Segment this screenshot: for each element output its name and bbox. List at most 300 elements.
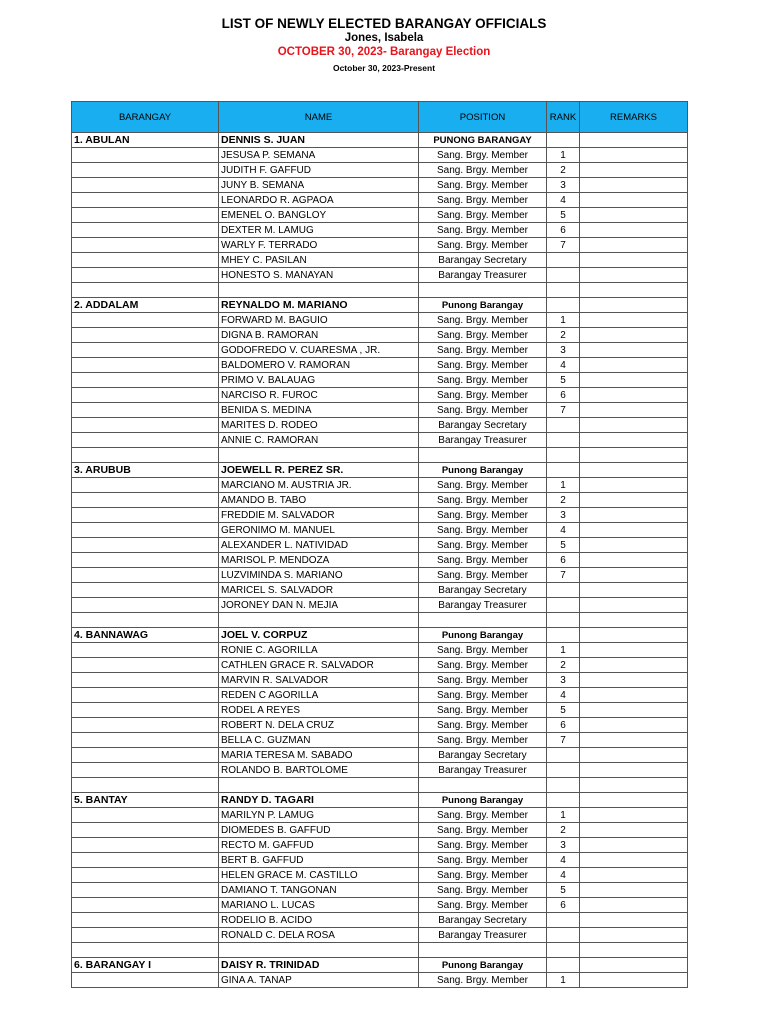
- position-cell: Sang. Brgy. Member: [419, 553, 547, 568]
- table-row: [72, 673, 688, 688]
- spacer-row: [72, 448, 688, 463]
- table-row: [72, 658, 688, 673]
- position-cell: Barangay Treasurer: [419, 928, 547, 943]
- position-cell: Sang. Brgy. Member: [419, 403, 547, 418]
- remarks-cell: [580, 313, 688, 328]
- official-name-cell: JOEL V. CORPUZ: [219, 628, 419, 643]
- official-name-cell: BELLA C. GUZMAN: [219, 733, 419, 748]
- rank-cell: 3: [547, 508, 580, 523]
- table-row: [72, 238, 688, 253]
- barangay-cell: [72, 973, 219, 988]
- rank-cell: 6: [547, 718, 580, 733]
- remarks-cell: [580, 328, 688, 343]
- position-cell: Sang. Brgy. Member: [419, 388, 547, 403]
- rank-cell: [547, 763, 580, 778]
- official-name-cell: MARITES D. RODEO: [219, 418, 419, 433]
- remarks-cell: [580, 838, 688, 853]
- table-row: [72, 748, 688, 763]
- rank-cell: [547, 628, 580, 643]
- rank-cell: [547, 253, 580, 268]
- position-cell: Sang. Brgy. Member: [419, 733, 547, 748]
- position-cell: Punong Barangay: [419, 628, 547, 643]
- rank-cell: 5: [547, 208, 580, 223]
- position-cell: Sang. Brgy. Member: [419, 523, 547, 538]
- remarks-cell: [580, 508, 688, 523]
- table-row: [72, 433, 688, 448]
- remarks-cell: [580, 718, 688, 733]
- position-cell: Sang. Brgy. Member: [419, 328, 547, 343]
- remarks-cell: [580, 658, 688, 673]
- barangay-cell: [72, 748, 219, 763]
- remarks-cell: [580, 148, 688, 163]
- rank-cell: 4: [547, 523, 580, 538]
- official-name-cell: RODEL A REYES: [219, 703, 419, 718]
- rank-cell: [547, 598, 580, 613]
- remarks-cell: [580, 298, 688, 313]
- official-name-cell: MARICEL S. SALVADOR: [219, 583, 419, 598]
- position-cell: Barangay Treasurer: [419, 598, 547, 613]
- position-cell: Sang. Brgy. Member: [419, 223, 547, 238]
- table-row: [72, 628, 688, 643]
- empty-cell: [419, 283, 547, 298]
- barangay-cell: [72, 733, 219, 748]
- rank-cell: 2: [547, 328, 580, 343]
- position-cell: Sang. Brgy. Member: [419, 853, 547, 868]
- barangay-cell: [72, 688, 219, 703]
- official-name-cell: CATHLEN GRACE R. SALVADOR: [219, 658, 419, 673]
- table-row: [72, 418, 688, 433]
- remarks-cell: [580, 688, 688, 703]
- official-name-cell: RODELIO B. ACIDO: [219, 913, 419, 928]
- rank-cell: 7: [547, 733, 580, 748]
- position-cell: Sang. Brgy. Member: [419, 538, 547, 553]
- rank-cell: 1: [547, 478, 580, 493]
- remarks-cell: [580, 898, 688, 913]
- remarks-cell: [580, 523, 688, 538]
- table-row: [72, 583, 688, 598]
- empty-cell: [580, 283, 688, 298]
- official-name-cell: LEONARDO R. AGPAOA: [219, 193, 419, 208]
- barangay-cell: [72, 343, 219, 358]
- position-cell: Sang. Brgy. Member: [419, 178, 547, 193]
- remarks-cell: [580, 703, 688, 718]
- barangay-cell: [72, 223, 219, 238]
- table-row: [72, 313, 688, 328]
- table-row: [72, 223, 688, 238]
- rank-cell: 1: [547, 313, 580, 328]
- officials-table-body: [72, 133, 688, 988]
- table-row: [72, 553, 688, 568]
- remarks-cell: [580, 373, 688, 388]
- table-row: [72, 688, 688, 703]
- officials-table: [71, 101, 688, 988]
- term-label: October 30, 2023-Present: [332, 63, 436, 73]
- position-cell: Punong Barangay: [419, 463, 547, 478]
- barangay-cell: [72, 268, 219, 283]
- barangay-cell: [72, 148, 219, 163]
- official-name-cell: JESUSA P. SEMANA: [219, 148, 419, 163]
- rank-cell: [547, 583, 580, 598]
- table-row: [72, 148, 688, 163]
- official-name-cell: JOEWELL R. PEREZ SR.: [219, 463, 419, 478]
- barangay-cell: 4. BANNAWAG: [72, 628, 219, 643]
- official-name-cell: MARVIN R. SALVADOR: [219, 673, 419, 688]
- barangay-cell: [72, 238, 219, 253]
- table-row: [72, 733, 688, 748]
- remarks-cell: [580, 418, 688, 433]
- position-cell: Sang. Brgy. Member: [419, 193, 547, 208]
- barangay-cell: 3. ARUBUB: [72, 463, 219, 478]
- empty-cell: [547, 613, 580, 628]
- official-name-cell: ANNIE C. RAMORAN: [219, 433, 419, 448]
- barangay-cell: [72, 178, 219, 193]
- table-row: [72, 958, 688, 973]
- rank-cell: 5: [547, 538, 580, 553]
- barangay-cell: [72, 328, 219, 343]
- rank-cell: 1: [547, 148, 580, 163]
- barangay-cell: [72, 163, 219, 178]
- position-cell: Sang. Brgy. Member: [419, 883, 547, 898]
- barangay-cell: [72, 568, 219, 583]
- remarks-cell: [580, 748, 688, 763]
- table-row: [72, 208, 688, 223]
- position-cell: Barangay Secretary: [419, 913, 547, 928]
- position-cell: Sang. Brgy. Member: [419, 238, 547, 253]
- rank-cell: 3: [547, 178, 580, 193]
- official-name-cell: DIOMEDES B. GAFFUD: [219, 823, 419, 838]
- table-row: [72, 163, 688, 178]
- table-row: [72, 808, 688, 823]
- remarks-cell: [580, 478, 688, 493]
- position-cell: Sang. Brgy. Member: [419, 658, 547, 673]
- empty-cell: [72, 448, 219, 463]
- barangay-cell: [72, 928, 219, 943]
- position-cell: Sang. Brgy. Member: [419, 208, 547, 223]
- position-cell: Barangay Treasurer: [419, 433, 547, 448]
- rank-cell: [547, 418, 580, 433]
- barangay-cell: [72, 703, 219, 718]
- empty-cell: [580, 613, 688, 628]
- table-row: [72, 823, 688, 838]
- position-cell: Sang. Brgy. Member: [419, 898, 547, 913]
- rank-cell: 6: [547, 388, 580, 403]
- barangay-cell: 5. BANTAY: [72, 793, 219, 808]
- remarks-cell: [580, 133, 688, 148]
- remarks-cell: [580, 583, 688, 598]
- official-name-cell: ROLANDO B. BARTOLOME: [219, 763, 419, 778]
- empty-cell: [547, 283, 580, 298]
- official-name-cell: RANDY D. TAGARI: [219, 793, 419, 808]
- empty-cell: [419, 448, 547, 463]
- barangay-cell: [72, 718, 219, 733]
- official-name-cell: REDEN C AGORILLA: [219, 688, 419, 703]
- table-row: [72, 373, 688, 388]
- official-name-cell: AMANDO B. TABO: [219, 493, 419, 508]
- table-row: [72, 328, 688, 343]
- position-cell: Sang. Brgy. Member: [419, 718, 547, 733]
- official-name-cell: EMENEL O. BANGLOY: [219, 208, 419, 223]
- remarks-cell: [580, 808, 688, 823]
- position-cell: Sang. Brgy. Member: [419, 643, 547, 658]
- table-row: [72, 388, 688, 403]
- official-name-cell: BALDOMERO V. RAMORAN: [219, 358, 419, 373]
- empty-cell: [580, 448, 688, 463]
- official-name-cell: HELEN GRACE M. CASTILLO: [219, 868, 419, 883]
- barangay-cell: 2. ADDALAM: [72, 298, 219, 313]
- spacer-row: [72, 943, 688, 958]
- barangay-cell: 1. ABULAN: [72, 133, 219, 148]
- position-cell: Sang. Brgy. Member: [419, 703, 547, 718]
- remarks-cell: [580, 553, 688, 568]
- official-name-cell: JUNY B. SEMANA: [219, 178, 419, 193]
- official-name-cell: BERT B. GAFFUD: [219, 853, 419, 868]
- remarks-cell: [580, 853, 688, 868]
- barangay-cell: [72, 523, 219, 538]
- election-label: OCTOBER 30, 2023- Barangay Election: [277, 46, 491, 58]
- official-name-cell: ALEXANDER L. NATIVIDAD: [219, 538, 419, 553]
- empty-cell: [580, 778, 688, 793]
- rank-cell: 4: [547, 853, 580, 868]
- rank-cell: 2: [547, 823, 580, 838]
- empty-cell: [72, 778, 219, 793]
- empty-cell: [219, 943, 419, 958]
- barangay-cell: [72, 508, 219, 523]
- table-row: [72, 913, 688, 928]
- remarks-cell: [580, 568, 688, 583]
- table-row: [72, 973, 688, 988]
- remarks-cell: [580, 643, 688, 658]
- barangay-cell: [72, 388, 219, 403]
- position-cell: Sang. Brgy. Member: [419, 973, 547, 988]
- position-cell: Sang. Brgy. Member: [419, 148, 547, 163]
- barangay-cell: [72, 763, 219, 778]
- rank-cell: 5: [547, 883, 580, 898]
- column-header-rank: RANK: [547, 102, 580, 133]
- remarks-cell: [580, 673, 688, 688]
- remarks-cell: [580, 958, 688, 973]
- barangay-cell: [72, 493, 219, 508]
- table-row: [72, 253, 688, 268]
- rank-cell: [547, 268, 580, 283]
- official-name-cell: NARCISO R. FUROC: [219, 388, 419, 403]
- position-cell: Barangay Secretary: [419, 583, 547, 598]
- position-cell: Sang. Brgy. Member: [419, 568, 547, 583]
- rank-cell: 7: [547, 568, 580, 583]
- rank-cell: [547, 928, 580, 943]
- barangay-cell: [72, 208, 219, 223]
- rank-cell: 6: [547, 898, 580, 913]
- position-cell: Sang. Brgy. Member: [419, 343, 547, 358]
- remarks-cell: [580, 763, 688, 778]
- rank-cell: 3: [547, 838, 580, 853]
- rank-cell: 5: [547, 373, 580, 388]
- table-row: [72, 268, 688, 283]
- table-row: [72, 523, 688, 538]
- barangay-cell: [72, 868, 219, 883]
- official-name-cell: GINA A. TANAP: [219, 973, 419, 988]
- barangay-cell: [72, 418, 219, 433]
- rank-cell: 7: [547, 238, 580, 253]
- barangay-cell: [72, 883, 219, 898]
- rank-cell: 4: [547, 193, 580, 208]
- table-row: [72, 508, 688, 523]
- empty-cell: [547, 778, 580, 793]
- empty-cell: [580, 943, 688, 958]
- barangay-cell: [72, 553, 219, 568]
- remarks-cell: [580, 238, 688, 253]
- table-row: [72, 928, 688, 943]
- position-cell: Sang. Brgy. Member: [419, 358, 547, 373]
- official-name-cell: ROBERT N. DELA CRUZ: [219, 718, 419, 733]
- rank-cell: 6: [547, 553, 580, 568]
- official-name-cell: JORONEY DAN N. MEJIA: [219, 598, 419, 613]
- table-row: [72, 703, 688, 718]
- official-name-cell: GODOFREDO V. CUARESMA , JR.: [219, 343, 419, 358]
- position-cell: Punong Barangay: [419, 958, 547, 973]
- remarks-cell: [580, 253, 688, 268]
- table-row: [72, 793, 688, 808]
- empty-cell: [219, 778, 419, 793]
- table-row: [72, 463, 688, 478]
- official-name-cell: DAMIANO T. TANGONAN: [219, 883, 419, 898]
- rank-cell: [547, 958, 580, 973]
- barangay-cell: [72, 583, 219, 598]
- remarks-cell: [580, 883, 688, 898]
- remarks-cell: [580, 928, 688, 943]
- barangay-cell: [72, 913, 219, 928]
- official-name-cell: DAISY R. TRINIDAD: [219, 958, 419, 973]
- official-name-cell: WARLY F. TERRADO: [219, 238, 419, 253]
- empty-cell: [72, 283, 219, 298]
- table-row: [72, 403, 688, 418]
- official-name-cell: FREDDIE M. SALVADOR: [219, 508, 419, 523]
- table-row: [72, 883, 688, 898]
- table-row: [72, 718, 688, 733]
- barangay-cell: [72, 478, 219, 493]
- table-row: [72, 898, 688, 913]
- remarks-cell: [580, 223, 688, 238]
- official-name-cell: RONIE C. AGORILLA: [219, 643, 419, 658]
- rank-cell: [547, 463, 580, 478]
- table-row: [72, 493, 688, 508]
- rank-cell: 2: [547, 163, 580, 178]
- position-cell: Sang. Brgy. Member: [419, 508, 547, 523]
- rank-cell: [547, 298, 580, 313]
- table-row: [72, 868, 688, 883]
- barangay-cell: [72, 853, 219, 868]
- official-name-cell: BENIDA S. MEDINA: [219, 403, 419, 418]
- spacer-row: [72, 613, 688, 628]
- column-header-position: POSITION: [419, 102, 547, 133]
- spacer-row: [72, 778, 688, 793]
- empty-cell: [72, 943, 219, 958]
- position-cell: PUNONG BARANGAY: [419, 133, 547, 148]
- barangay-cell: [72, 823, 219, 838]
- position-cell: Sang. Brgy. Member: [419, 673, 547, 688]
- remarks-cell: [580, 823, 688, 838]
- barangay-cell: [72, 838, 219, 853]
- position-cell: Sang. Brgy. Member: [419, 808, 547, 823]
- document-title: LIST OF NEWLY ELECTED BARANGAY OFFICIALS: [221, 16, 547, 31]
- table-row: [72, 193, 688, 208]
- remarks-cell: [580, 433, 688, 448]
- rank-cell: 7: [547, 403, 580, 418]
- official-name-cell: DEXTER M. LAMUG: [219, 223, 419, 238]
- remarks-cell: [580, 463, 688, 478]
- table-row: [72, 598, 688, 613]
- official-name-cell: DIGNA B. RAMORAN: [219, 328, 419, 343]
- official-name-cell: RECTO M. GAFFUD: [219, 838, 419, 853]
- position-cell: Barangay Secretary: [419, 418, 547, 433]
- rank-cell: [547, 748, 580, 763]
- official-name-cell: MHEY C. PASILAN: [219, 253, 419, 268]
- spacer-row: [72, 283, 688, 298]
- position-cell: Sang. Brgy. Member: [419, 493, 547, 508]
- official-name-cell: MARISOL P. MENDOZA: [219, 553, 419, 568]
- empty-cell: [419, 778, 547, 793]
- barangay-cell: [72, 403, 219, 418]
- rank-cell: 1: [547, 808, 580, 823]
- position-cell: Sang. Brgy. Member: [419, 313, 547, 328]
- remarks-cell: [580, 388, 688, 403]
- remarks-cell: [580, 163, 688, 178]
- table-row: [72, 538, 688, 553]
- remarks-cell: [580, 343, 688, 358]
- barangay-cell: [72, 658, 219, 673]
- barangay-cell: [72, 313, 219, 328]
- empty-cell: [547, 448, 580, 463]
- rank-cell: [547, 793, 580, 808]
- remarks-cell: [580, 793, 688, 808]
- remarks-cell: [580, 868, 688, 883]
- official-name-cell: JUDITH F. GAFFUD: [219, 163, 419, 178]
- barangay-cell: 6. BARANGAY I: [72, 958, 219, 973]
- rank-cell: 4: [547, 688, 580, 703]
- official-name-cell: MARCIANO M. AUSTRIA JR.: [219, 478, 419, 493]
- official-name-cell: RONALD C. DELA ROSA: [219, 928, 419, 943]
- official-name-cell: HONESTO S. MANAYAN: [219, 268, 419, 283]
- column-header-barangay: BARANGAY: [72, 102, 219, 133]
- official-name-cell: REYNALDO M. MARIANO: [219, 298, 419, 313]
- barangay-cell: [72, 673, 219, 688]
- rank-cell: 6: [547, 223, 580, 238]
- empty-cell: [419, 943, 547, 958]
- official-name-cell: GERONIMO M. MANUEL: [219, 523, 419, 538]
- remarks-cell: [580, 193, 688, 208]
- remarks-cell: [580, 733, 688, 748]
- table-row: [72, 298, 688, 313]
- column-header-name: NAME: [219, 102, 419, 133]
- barangay-cell: [72, 253, 219, 268]
- position-cell: Sang. Brgy. Member: [419, 163, 547, 178]
- table-row: [72, 838, 688, 853]
- empty-cell: [547, 943, 580, 958]
- remarks-cell: [580, 913, 688, 928]
- table-row: [72, 643, 688, 658]
- remarks-cell: [580, 268, 688, 283]
- rank-cell: 2: [547, 658, 580, 673]
- position-cell: Sang. Brgy. Member: [419, 688, 547, 703]
- table-header-row: [72, 102, 688, 133]
- position-cell: Punong Barangay: [419, 793, 547, 808]
- position-cell: Sang. Brgy. Member: [419, 478, 547, 493]
- barangay-cell: [72, 358, 219, 373]
- barangay-cell: [72, 808, 219, 823]
- document-location: Jones, Isabela: [344, 32, 424, 44]
- position-cell: Barangay Secretary: [419, 748, 547, 763]
- barangay-cell: [72, 598, 219, 613]
- remarks-cell: [580, 493, 688, 508]
